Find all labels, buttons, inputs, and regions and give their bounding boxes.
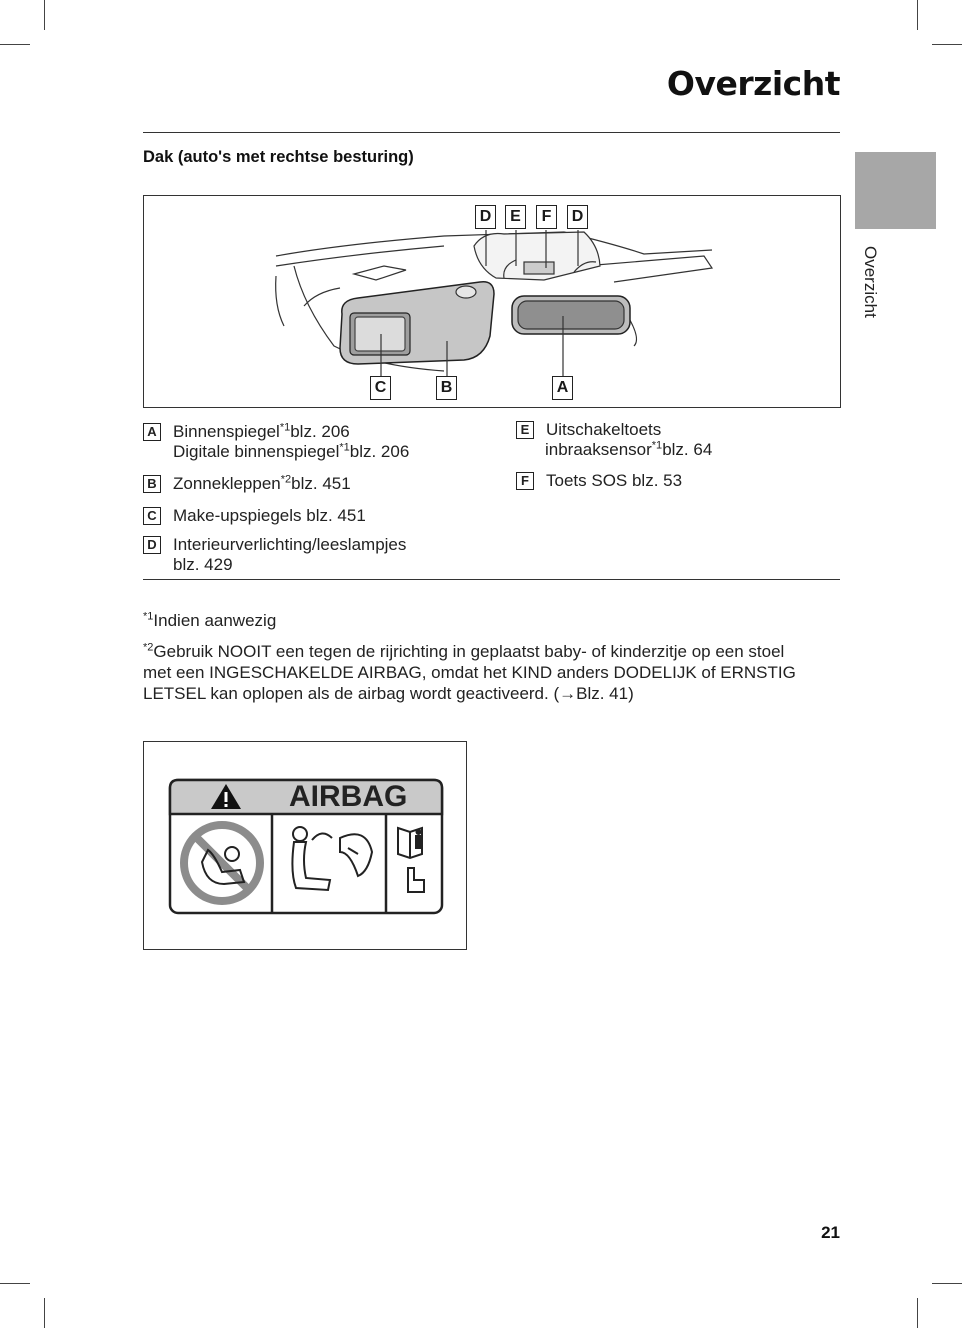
page-number: 21: [821, 1223, 840, 1242]
airbag-label-graphic: [144, 742, 466, 949]
callout-d-right: D: [567, 205, 588, 229]
title-divider: [143, 132, 840, 133]
callout-d-left: D: [475, 205, 496, 229]
callout-c: C: [370, 376, 391, 400]
airbag-label-title: AIRBAG: [289, 780, 408, 813]
page-title: Overzicht: [666, 64, 840, 103]
callout-a: A: [552, 376, 573, 400]
legend-item-c: C Make-upspiegels blz. 451: [143, 506, 366, 526]
callout-e: E: [505, 205, 526, 229]
roof-illustration: [143, 195, 841, 408]
legend-letter: C: [143, 507, 161, 525]
legend-item-b: B Zonnekleppen$^{*2}$blz. 451: [143, 474, 351, 494]
legend-letter: F: [516, 472, 534, 490]
chapter-tab-label: Overzicht: [861, 246, 880, 318]
legend-item-e: E Uitschakeltoets inbraaksensor$^{*1}$blz. 64: [516, 420, 712, 460]
callout-b: B: [436, 376, 457, 400]
legend-letter: E: [516, 421, 534, 439]
legend-divider: [143, 579, 840, 580]
legend-item-a: A Binnenspiegel$^{*1}$blz. 206 Digitale binnenspiegel$^{*1}$blz. 206: [143, 422, 409, 462]
legend-letter: D: [143, 536, 161, 554]
footnote-1: $^{*1}$Indien aanwezig: [143, 610, 277, 630]
footnote-2: $^{*2}$Gebruik NOOIT een tegen de rijrichting in geplaatst baby- of kinderzitje op een stoel met een INGESCHAKELDE AIRBAG, omdat het KIND anders DODELIJK of ERNSTIG LETSEL kan oplopen als de airbag wordt geactiveerd. (→Blz. 41): [143, 641, 796, 703]
crop-mark: [932, 1283, 962, 1284]
legend-item-d: D Interieurverlichting/leeslampjes blz. 429: [143, 535, 406, 575]
crop-mark: [917, 1298, 918, 1328]
crop-mark: [44, 1298, 45, 1328]
crop-mark: [0, 1283, 30, 1284]
crop-mark: [44, 0, 45, 30]
legend-letter: B: [143, 475, 161, 493]
airbag-warning-label: [143, 741, 467, 950]
legend-item-f: F Toets SOS blz. 53: [516, 471, 682, 491]
callout-f: F: [536, 205, 557, 229]
section-heading: Dak (auto's met rechtse besturing): [143, 148, 414, 166]
crop-mark: [932, 44, 962, 45]
crop-mark: [917, 0, 918, 30]
chapter-tab: [855, 152, 936, 229]
crop-mark: [0, 44, 30, 45]
legend-letter: A: [143, 423, 161, 441]
